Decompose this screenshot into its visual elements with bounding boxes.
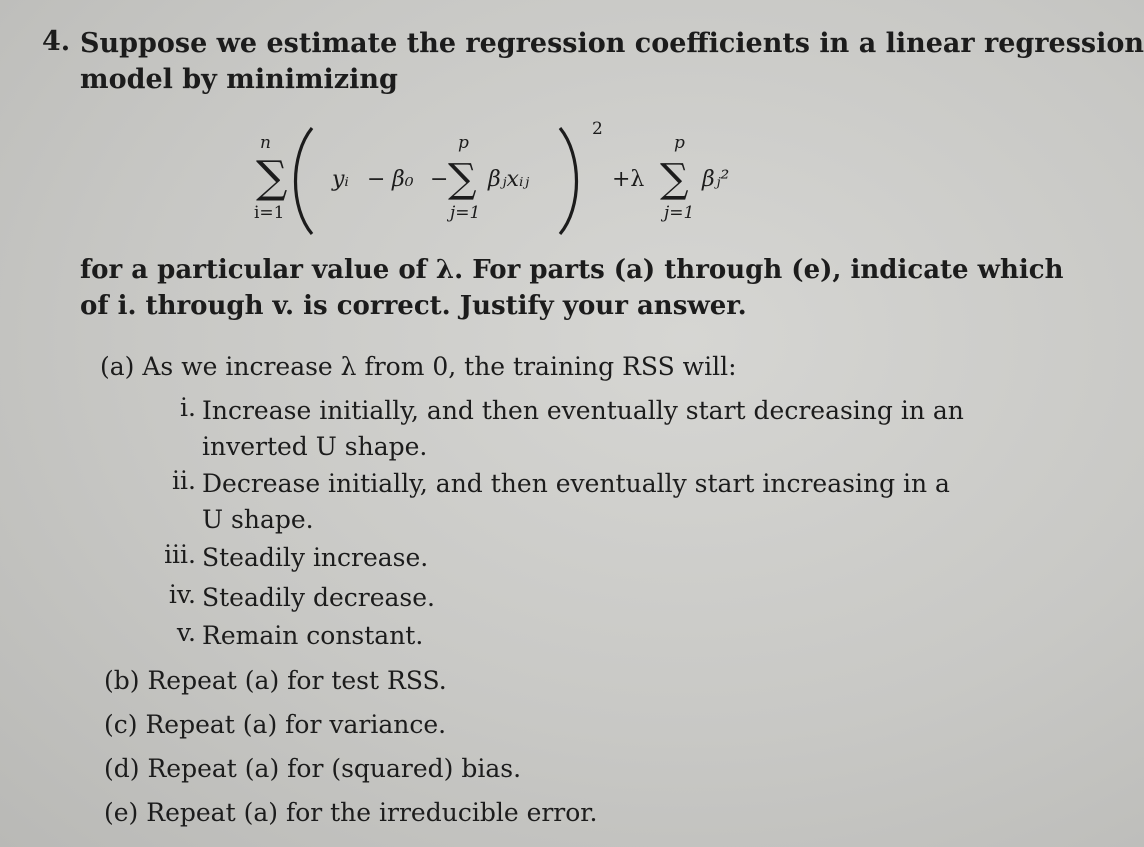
part-b-text: Repeat (a) for test RSS. (147, 666, 447, 695)
minus-2: − (430, 167, 449, 192)
part-a-label: (a) (100, 352, 135, 381)
penalty-term: βⱼ² (702, 167, 730, 192)
inner-sum-lower: j=1 (450, 203, 481, 223)
option-iv (168, 580, 435, 616)
part-d-text: Repeat (a) for (squared) bias. (147, 754, 522, 783)
option-v-number: v. (176, 618, 196, 647)
option-ii-number: ii. (172, 466, 196, 495)
inner-sum-symbol: ∑ (448, 156, 477, 202)
question-number: 4. (42, 26, 71, 57)
exponent-two: 2 (592, 119, 603, 139)
part-d (104, 754, 521, 783)
term-betaj-xij: βⱼxᵢⱼ (488, 167, 530, 192)
term-beta0: β₀ (392, 167, 414, 192)
minus-1: − (367, 167, 386, 192)
penalty-sum-symbol: ∑ (660, 156, 689, 202)
ridge-objective-formula (250, 110, 770, 245)
option-iv-line: Steadily decrease. (202, 583, 435, 612)
plus-lambda: +λ (612, 167, 645, 192)
right-paren (560, 128, 577, 234)
outer-sum-lower: i=1 (254, 203, 285, 223)
paragraph-line: of i. through v. is correct. Justify your answer. (80, 291, 747, 321)
option-ii-line: U shape. (202, 505, 314, 534)
option-iii-line: Steadily increase. (202, 543, 429, 572)
option-i-line: Increase initially, and then eventually start decreasing in an (202, 396, 964, 425)
part-e-text: Repeat (a) for the irreducible error. (146, 798, 598, 827)
option-i (180, 393, 964, 465)
instructions-paragraph (80, 252, 1064, 324)
part-d-label: (d) (104, 754, 140, 783)
option-ii-line: Decrease initially, and then eventually start increasing in a (202, 469, 950, 498)
option-v (176, 618, 424, 654)
term-y: yᵢ (332, 167, 349, 192)
part-e-label: (e) (104, 798, 139, 827)
part-c-label: (c) (104, 710, 138, 739)
part-a (100, 352, 737, 381)
question-intro (80, 26, 1144, 98)
part-c (104, 710, 446, 739)
part-c-text: Repeat (a) for variance. (145, 710, 447, 739)
outer-sum-upper: n (260, 133, 271, 153)
outer-sum-symbol: ∑ (256, 152, 288, 203)
penalty-sum-lower: j=1 (664, 203, 695, 223)
intro-line: model by minimizing (80, 64, 398, 95)
option-iii (164, 540, 429, 576)
paragraph-line: for a particular value of λ. For parts (a) through (e), indicate which (80, 255, 1064, 285)
option-v-line: Remain constant. (202, 621, 424, 650)
part-b-label: (b) (104, 666, 140, 695)
intro-line: Suppose we estimate the regression coefficients in a linear regression (80, 28, 1144, 59)
option-iii-number: iii. (164, 540, 196, 569)
inner-sum-upper: p (458, 133, 469, 153)
option-iv-number: iv. (168, 580, 196, 609)
formula-svg (250, 110, 770, 245)
option-ii (172, 466, 950, 538)
part-e (104, 798, 597, 827)
left-paren (296, 128, 313, 234)
option-i-line: inverted U shape. (202, 432, 428, 461)
part-a-text: As we increase λ from 0, the training RSS will: (142, 352, 737, 381)
option-i-number: i. (180, 393, 196, 422)
part-b (104, 666, 447, 695)
penalty-sum-upper: p (674, 133, 685, 153)
